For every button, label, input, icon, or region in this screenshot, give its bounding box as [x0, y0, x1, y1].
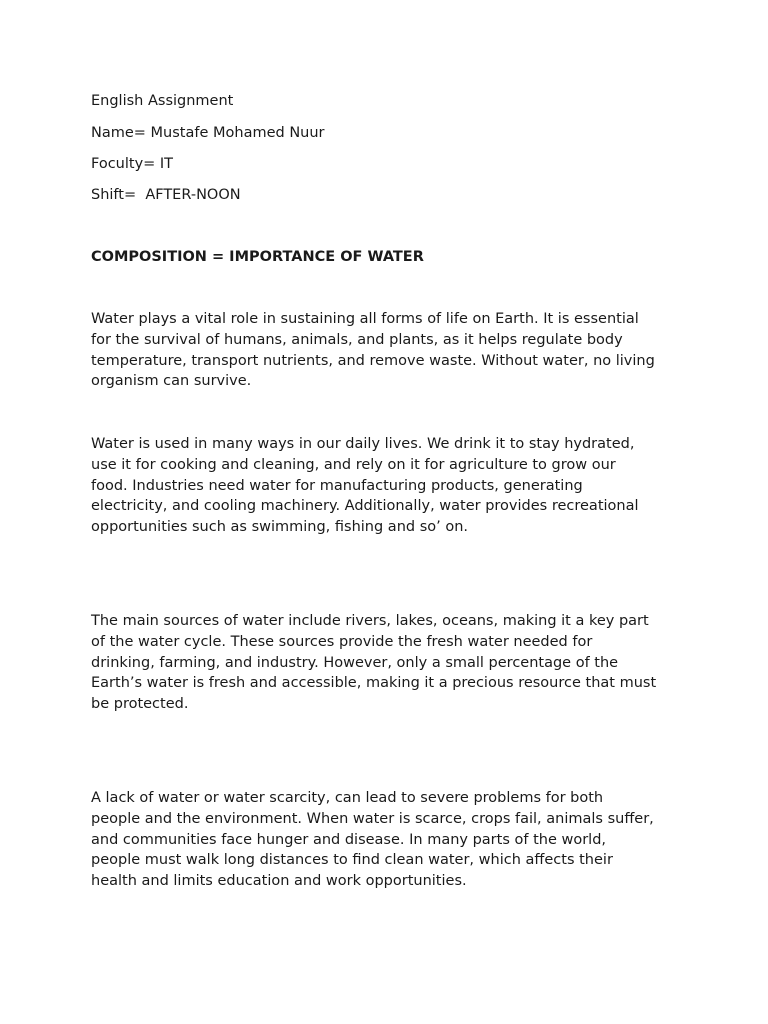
faculty-line: Foculty= IT — [91, 156, 174, 172]
paragraph-line: opportunities such as swimming, fishing and so’ on. — [91, 519, 469, 536]
composition-heading: COMPOSITION = IMPORTANCE OF WATER — [91, 249, 424, 265]
paragraph-line: for the survival of humans, animals, and plants, as it helps regulate body — [91, 331, 623, 348]
paragraph-line: A lack of water or water scarcity, can lead to severe problems for both — [91, 790, 604, 806]
paragraph-line: use it for cooking and cleaning, and rely on it for agriculture to grow our — [91, 456, 616, 473]
paragraph-line: health and limits education and work opportunities. — [91, 873, 467, 890]
paragraph-line: electricity, and cooling machinery. Additionally, water provides recreational — [91, 498, 639, 515]
student-name: Name= Mustafe Mohamed Nuur — [91, 125, 325, 141]
paragraph-line: Earth’s water is fresh and accessible, making it a precious resource that must — [91, 675, 657, 692]
paragraph-line: The main sources of water include rivers, lakes, oceans, making it a key part — [91, 613, 649, 629]
paragraph-3 — [91, 611, 691, 715]
paragraph-2 — [91, 434, 691, 538]
paragraph-line: food. Industries need water for manufacturing products, generating — [91, 477, 583, 494]
paragraph-1 — [91, 309, 691, 392]
shift-line: Shift= AFTER-NOON — [91, 187, 241, 203]
paragraph-line: of the water cycle. These sources provide the fresh water needed for — [91, 633, 593, 650]
paragraph-4 — [91, 788, 691, 892]
paragraph-line: and communities face hunger and disease. In many parts of the world, — [91, 831, 607, 848]
paragraph-line: be protected. — [91, 696, 189, 713]
paragraph-line: Water is used in many ways in our daily lives. We drink it to stay hydrated, — [91, 436, 635, 452]
paragraph-line: organism can survive. — [91, 373, 252, 390]
paragraph-line: Water plays a vital role in sustaining all forms of life on Earth. It is essential — [91, 311, 639, 327]
paragraph-line: temperature, transport nutrients, and remove waste. Without water, no living — [91, 352, 655, 369]
paragraph-line: people and the environment. When water is scarce, crops fail, animals suffer, — [91, 810, 654, 827]
paragraph-line: drinking, farming, and industry. However, only a small percentage of the — [91, 654, 619, 671]
assignment-title: English Assignment — [91, 93, 234, 109]
paragraph-line: people must walk long distances to find clean water, which affects their — [91, 852, 613, 869]
